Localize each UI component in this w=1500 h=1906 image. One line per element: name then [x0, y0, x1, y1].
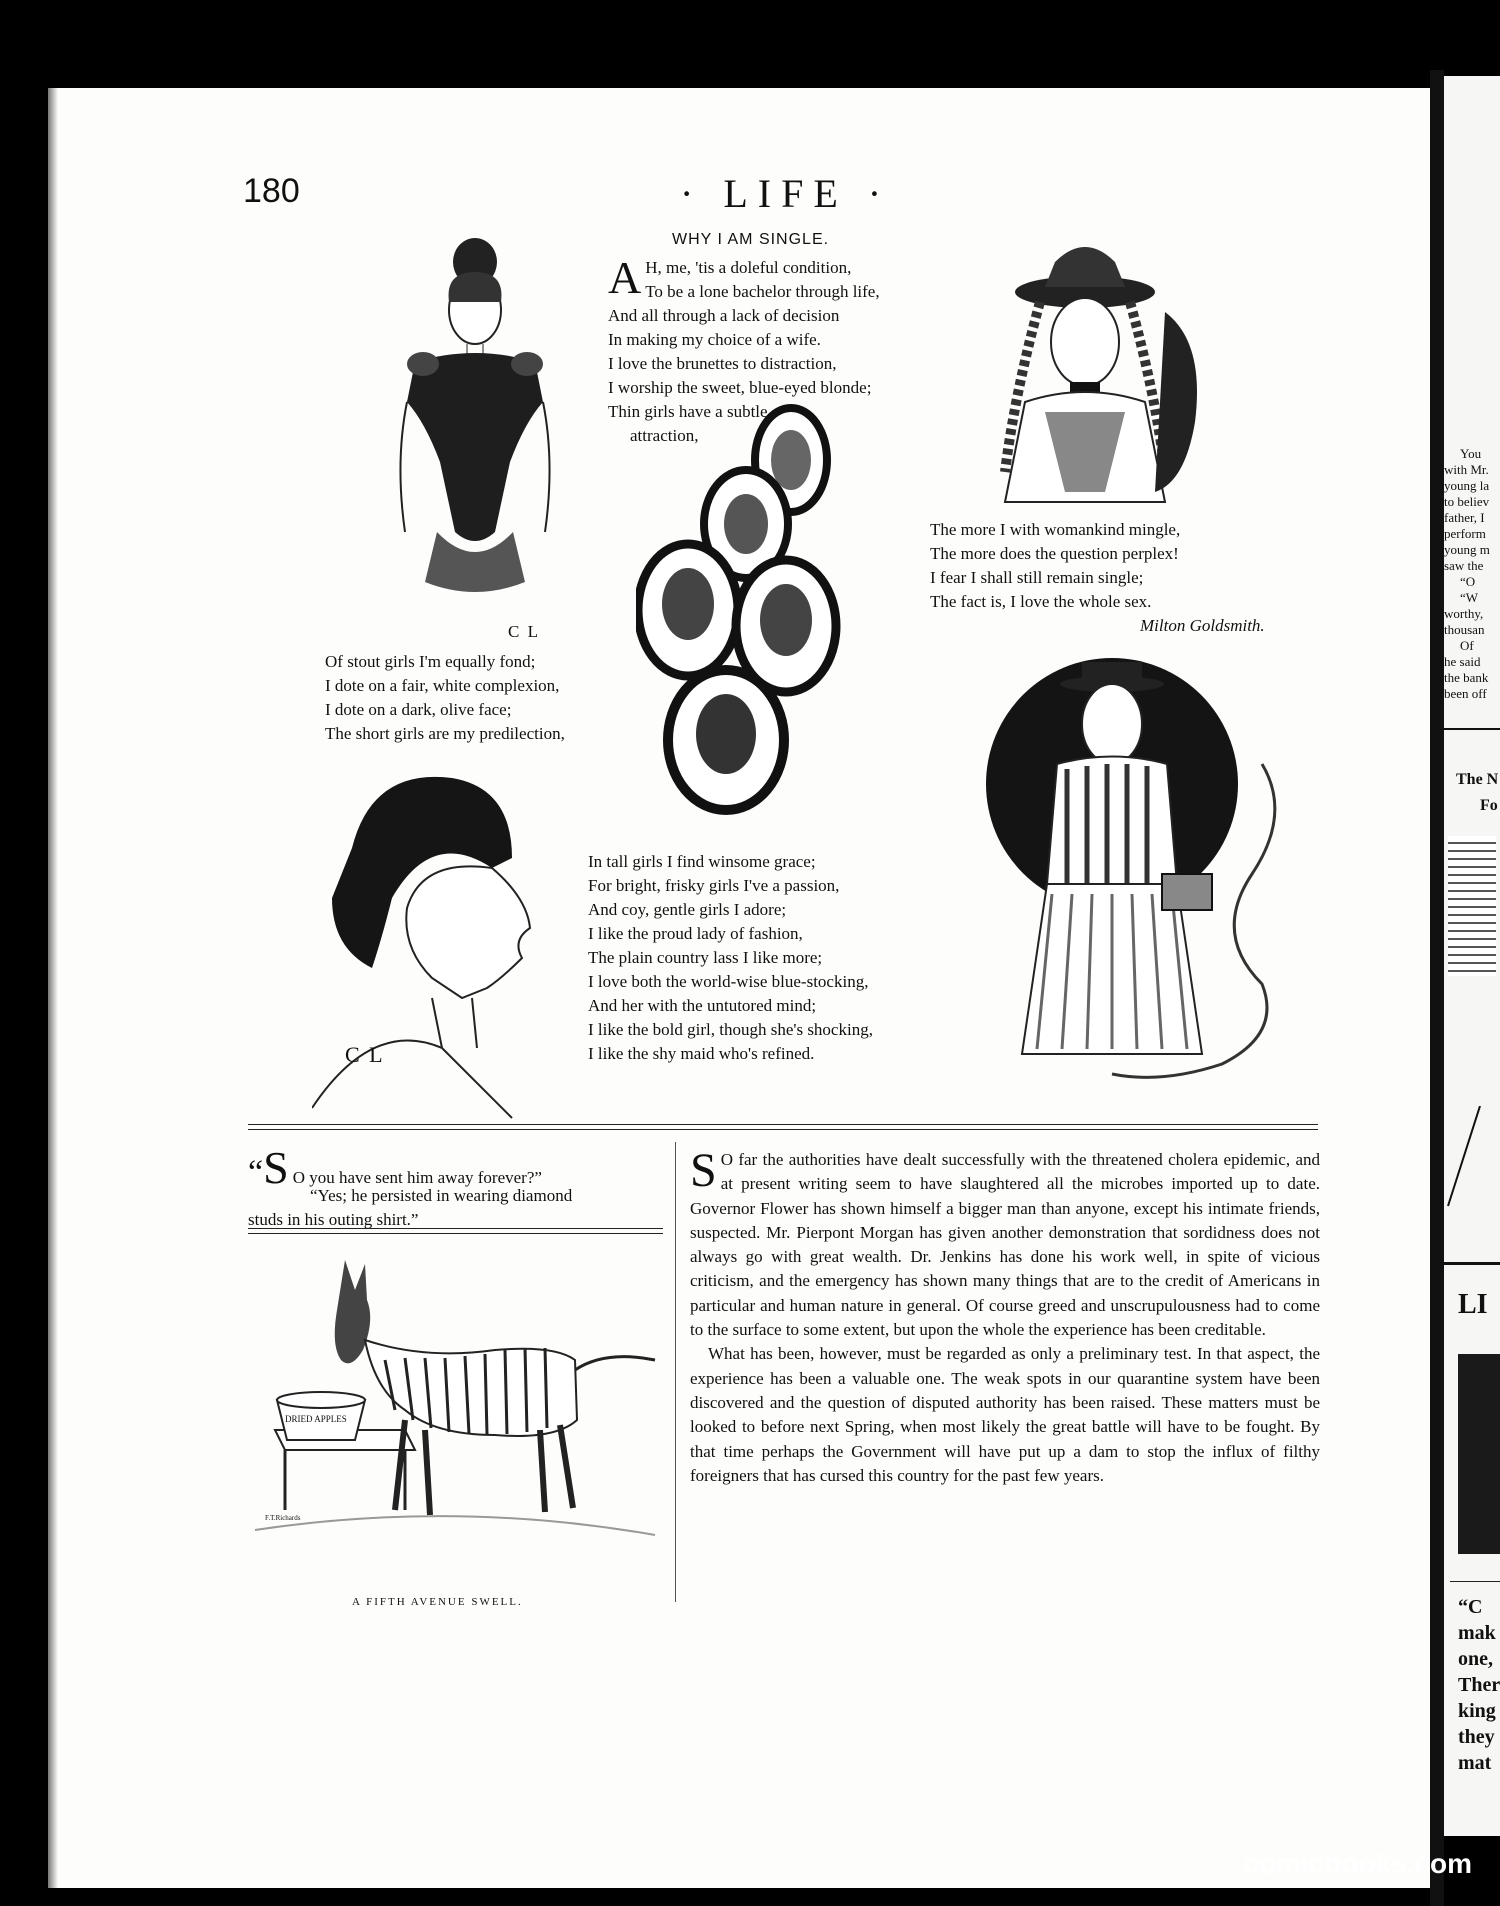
right-page-heading: The N	[1456, 771, 1499, 788]
poem-line: The plain country lass I like more;	[588, 948, 823, 967]
right-page-text: they	[1458, 1726, 1495, 1748]
right-page-text: been off	[1444, 686, 1487, 701]
joke-line: O you have sent him away forever?”	[292, 1168, 542, 1187]
right-page-text: father, I	[1444, 510, 1485, 525]
poem-line: The more does the question perplex!	[930, 544, 1179, 563]
right-page-text: with Mr.	[1444, 462, 1489, 477]
right-page-text: Of	[1460, 638, 1474, 653]
poem-line: I worship the sweet, blue-eyed blonde;	[608, 378, 872, 397]
right-page-text: mat	[1458, 1752, 1492, 1774]
poem-line: I dote on a fair, white complexion,	[325, 676, 560, 695]
joke-line: “Yes; he persisted in wearing diamond	[310, 1186, 573, 1205]
right-page-text: “C	[1458, 1596, 1483, 1618]
editorial-paragraph-1: O far the authorities have dealt successfully with the threatened cholera epidemic, and at present writing seem to have slaughtered all the microbes imported up to date. Governor Flower has shown himself a bigger man than anyone, except his intimate friends, suspected. Mr. Pierpont Morgan has given another demonstration that sordidness does not always go with great wealth. Dr. Jenkins has done his work well, in spite of vicious criticism, and the emergency has shown many things that are to the credit of Americans in particular and human nature in general. Of course greed and unscrupulousness had to come to the surface to some extent, but upon the whole the experience has been creditable.	[690, 1150, 1320, 1340]
right-page-text: one,	[1458, 1648, 1493, 1670]
poem-line: The short girls are my predilection,	[325, 724, 565, 743]
poem-line: And her with the untutored mind;	[588, 996, 817, 1015]
page-edge-shadow	[48, 88, 58, 1888]
poem-line: I fear I shall still remain single;	[930, 568, 1144, 587]
open-quote: “	[248, 1154, 264, 1191]
adjacent-page	[1444, 76, 1500, 1836]
right-page-text: to believ	[1444, 494, 1490, 509]
right-page-rule	[1444, 1262, 1500, 1265]
editorial-paragraph-2: What has been, however, must be regarded as only a preliminary test. In that aspect, the experience has been a valuable one. The weak spots in our quarantine system have been discovered and the question of disputed authority has been raised. These matters must be looked to before next Spring, when most likely the great battle will have to be fought. By that time perhaps the Government will have put up a dam to stop the influx of filthy foreigners that has cursed this country for the past few years.	[690, 1344, 1320, 1485]
poem-line: For bright, frisky girls I've a passion,	[588, 876, 840, 895]
poem-line: I love both the world-wise blue-stocking,	[588, 972, 869, 991]
right-page-text: the bank	[1444, 670, 1489, 685]
illustration-corset-woman	[375, 232, 575, 632]
poem-stanza-3	[588, 850, 968, 1066]
poem-title: WHY I AM SINGLE.	[672, 231, 830, 248]
poem-line: I like the proud lady of fashion,	[588, 924, 803, 943]
right-page-text: perform	[1444, 526, 1486, 541]
right-page-text: You	[1460, 446, 1482, 461]
right-page-text: “O	[1460, 574, 1476, 589]
poem-line: I dote on a dark, olive face;	[325, 700, 512, 719]
artist-signature: C L	[345, 1042, 385, 1067]
poem-line: I love the brunettes to distraction,	[608, 354, 837, 373]
drop-cap: S	[690, 1144, 717, 1197]
artist-signature: C L	[508, 622, 540, 641]
right-page-heading: Fo	[1480, 797, 1498, 814]
page-number: 180	[243, 172, 300, 210]
joke-line: studs in his outing shirt.”	[248, 1210, 419, 1229]
poem-author: Milton Goldsmith.	[1140, 616, 1265, 635]
site-watermark: comicbooks.com	[1243, 1848, 1472, 1879]
right-page-text: king	[1458, 1700, 1496, 1722]
poem-stanza-4	[930, 518, 1310, 638]
right-page-line-art	[1444, 1106, 1500, 1246]
poem-line: attraction,	[630, 426, 699, 445]
illustration-hat-woman	[985, 242, 1225, 512]
poem-line: I like the bold girl, though she's shocking,	[588, 1020, 873, 1039]
bowl-label: DRIED APPLES	[285, 1414, 347, 1424]
right-page-banner: LI	[1458, 1289, 1488, 1320]
poem-line: And coy, gentle girls I adore;	[588, 900, 787, 919]
poem-line: In making my choice of a wife.	[608, 330, 821, 349]
right-page-text: Ther	[1458, 1674, 1500, 1696]
right-page-rule	[1444, 728, 1500, 730]
right-page-illustration	[1458, 1354, 1500, 1554]
editorial-text	[690, 1144, 1320, 1488]
poem-line: H, me, 'tis a doleful condition,	[645, 258, 852, 277]
right-page-rule	[1450, 1581, 1500, 1582]
column-divider	[675, 1142, 676, 1602]
poem-line: To be a lone bachelor through life,	[645, 282, 880, 301]
right-page-text: thousan	[1444, 622, 1485, 637]
right-page-text: young m	[1444, 542, 1490, 557]
illustration-donkey-cartoon	[255, 1250, 665, 1580]
joke-divider	[248, 1228, 663, 1234]
right-page-text: he said	[1444, 654, 1481, 669]
drop-cap: S	[263, 1142, 289, 1193]
right-page-text: young la	[1444, 478, 1490, 493]
right-page-text: saw the	[1444, 558, 1484, 573]
masthead-title: · LIFE ·	[680, 171, 892, 216]
section-divider	[248, 1124, 1318, 1130]
poem-stanza-2	[325, 650, 645, 746]
illustration-boater-woman	[962, 654, 1302, 1094]
right-page-text: mak	[1458, 1622, 1496, 1644]
cartoon-caption: A FIFTH AVENUE SWELL.	[352, 1596, 523, 1608]
right-page-text: worthy,	[1444, 606, 1484, 621]
right-page-small-print	[1448, 836, 1496, 976]
poem-line: Thin girls have a subtle	[608, 402, 768, 421]
book-gutter	[1430, 70, 1444, 1906]
drop-cap: A	[608, 252, 642, 303]
poem-line: And all through a lack of decision	[608, 306, 840, 325]
joke-text	[248, 1142, 663, 1232]
cartoon-signature: F.T.Richards	[265, 1514, 301, 1522]
poem-line: I like the shy maid who's refined.	[588, 1044, 815, 1063]
poem-line: The more I with womankind mingle,	[930, 520, 1181, 539]
illustration-profile-woman	[312, 768, 552, 1128]
poem-line: The fact is, I love the whole sex.	[930, 592, 1152, 611]
poem-line: Of stout girls I'm equally fond;	[325, 652, 536, 671]
illustration-oval-portraits	[636, 404, 876, 824]
right-page-text: “W	[1460, 590, 1479, 605]
poem-line: In tall girls I find winsome grace;	[588, 852, 816, 871]
